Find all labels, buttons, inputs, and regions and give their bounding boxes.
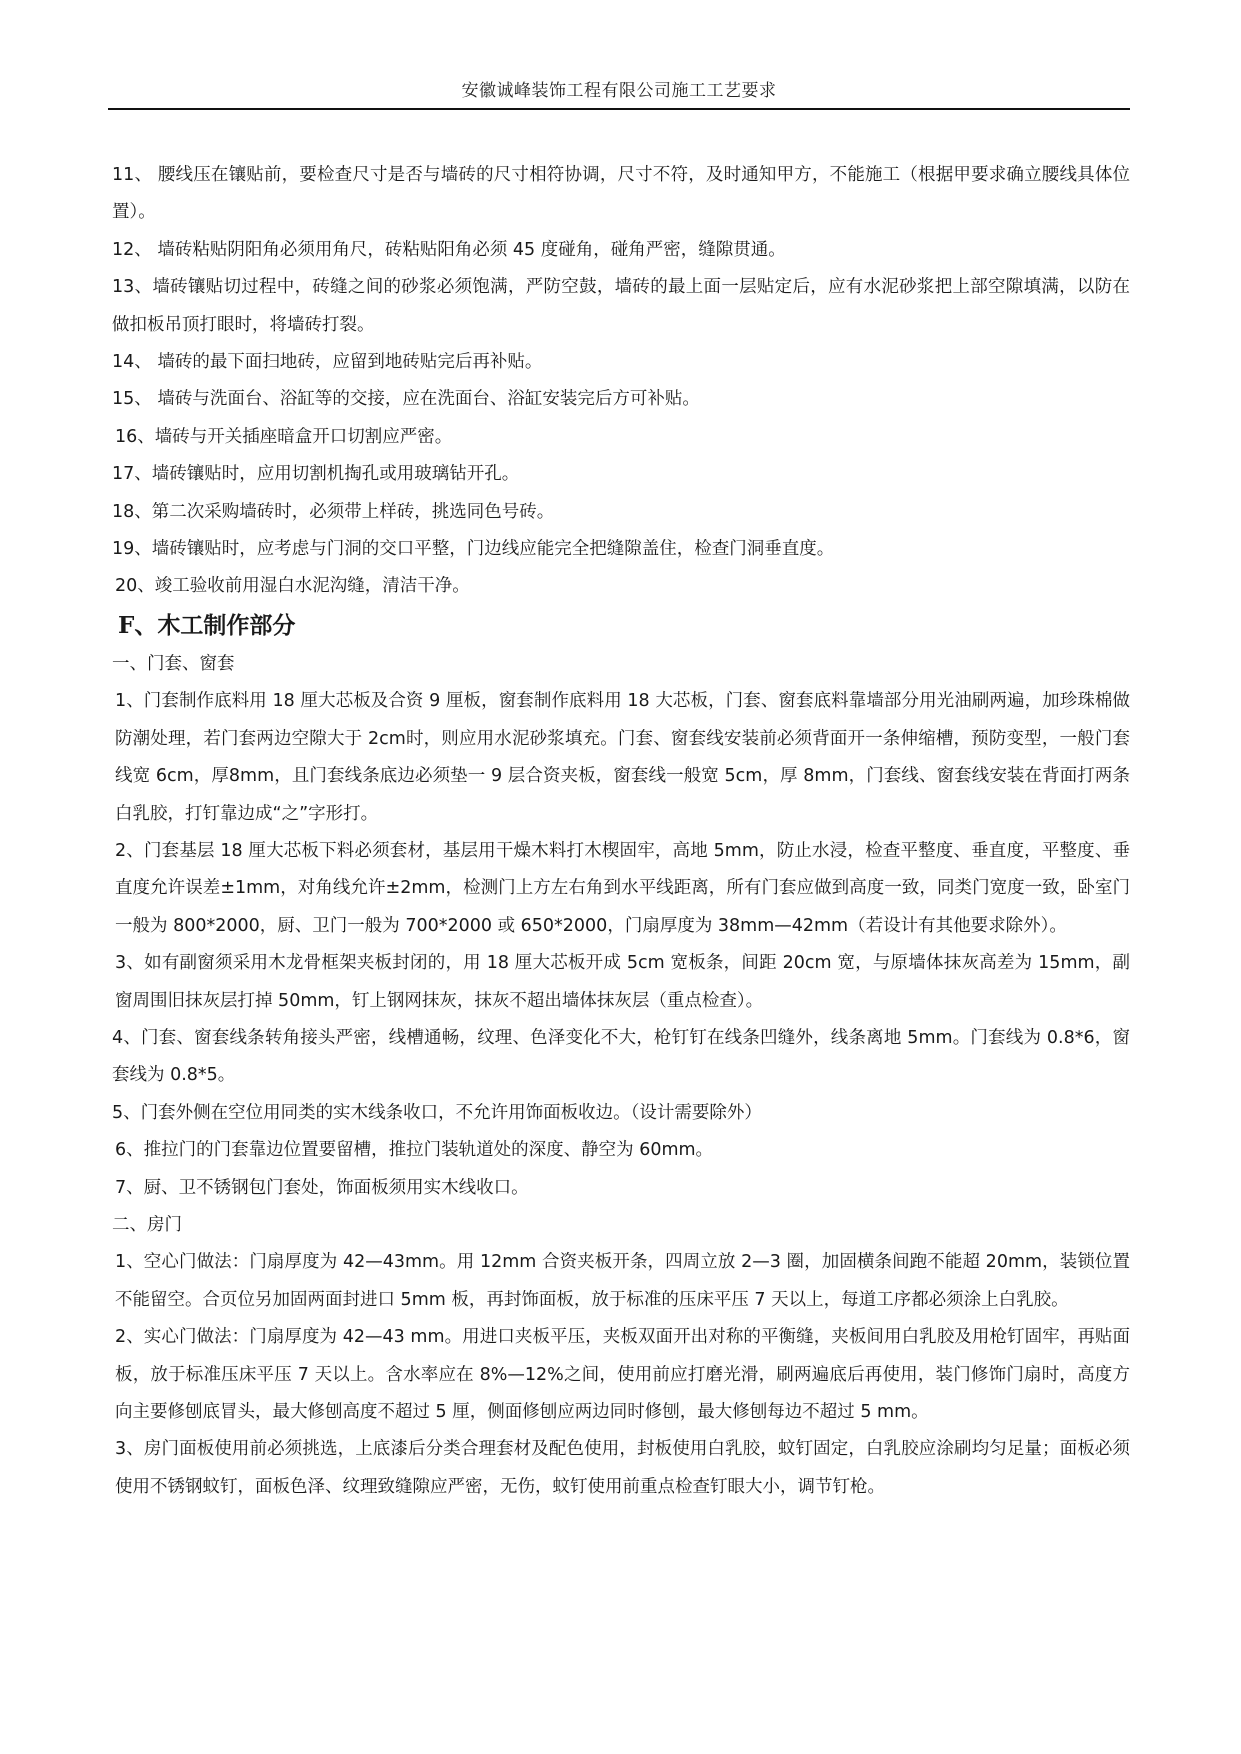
door-item-2: 2、实心门做法：门扇厚度为 42—43 mm。用进口夹板平压，夹板双面开出对称的平衡缝，夹板间用白乳胶及用枪钉固牢，再贴面板，放于标准压床平压 7 天以上。含水率应在 8%—12%之间，使用前应打磨光滑，刷两遍底后再使用，装门修饰门扇时，高度方向主要修刨底冒头，最大修刨高度不超过 5 厘，侧面修刨应两边同时修刨，最大修刨每边不超过 5 mm。 <box>115 1327 1130 1422</box>
section-f-title: F、木工制作部分 <box>118 611 296 639</box>
tile-item-18: 18、第二次采购墙砖时，必须带上样砖，挑选同色号砖。 <box>112 501 555 522</box>
tile-item-14: 14、 墙砖的最下面扫地砖，应留到地砖贴完后再补贴。 <box>112 352 543 373</box>
tile-item-16: 16、墙砖与开关插座暗盒开口切割应严密。 <box>115 426 453 447</box>
document-body <box>112 157 1130 1506</box>
tile-item-15: 15、 墙砖与洗面台、浴缸等的交接，应在洗面台、浴缸安装完后方可补贴。 <box>112 389 700 410</box>
header-divider <box>108 108 1130 110</box>
tile-item-13: 13、墙砖镶贴切过程中，砖缝之间的砂浆必须饱满，严防空鼓，墙砖的最上面一层贴定后，应有水泥砂浆把上部空隙填满，以防在做扣板吊顶打眼时，将墙砖打裂。 <box>112 277 1130 335</box>
door-frame-item-6: 6、推拉门的门套靠边位置要留槽，推拉门装轨道处的深度、静空为 60mm。 <box>115 1140 714 1161</box>
part2-title: 二、房门 <box>112 1214 182 1235</box>
tile-item-12: 12、 墙砖粘贴阴阳角必须用角尺，砖粘贴阳角必须 45 度碰角，碰角严密，缝隙贯通。 <box>112 239 786 260</box>
tile-item-11: 11、 腰线压在镶贴前，要检查尺寸是否与墙砖的尺寸相符协调，尺寸不符，及时通知甲方，不能施工（根据甲要求确立腰线具体位置）。 <box>112 165 1130 223</box>
door-frame-item-4: 4、门套、窗套线条转角接头严密，线槽通畅，纹理、色泽变化不大，枪钉钉在线条凹缝外，线条离地 5mm。门套线为 0.8*6，窗套线为 0.8*5。 <box>112 1027 1130 1086</box>
door-frame-item-1: 1、门套制作底料用 18 厘大芯板及合资 9 厘板，窗套制作底料用 18 大芯板，门套、窗套底料靠墙部分用光油刷两遍，加珍珠棉做防潮处理，若门套两边空隙大于 2cm时，则应用水泥砂浆填充。门套、窗套线安装前必须背面开一条伸缩槽，预防变型，一般门套线宽 6cm，厚8mm，且门套线条底边必须垫一 9 层合资夹板，窗套线一般宽 5cm，厚 8mm，门套线、窗套线安装在背面打两条白乳胶，打钉靠边成“之”字形打。 <box>115 691 1130 824</box>
part1-title: 一、门套、窗套 <box>112 653 235 674</box>
door-item-1: 1、空心门做法：门扇厚度为 42—43mm。用 12mm 合资夹板开条，四周立放 2—3 圈，加固横条间跑不能超 20mm，装锁位置不能留空。合页位另加固两面封进口 5mm 板，再封饰面板，放于标准的压床平压 7 天以上，每道工序都必须涂上白乳胶。 <box>115 1252 1130 1310</box>
page-header: 安徽诚峰装饰工程有限公司施工工艺要求 <box>461 81 777 101</box>
door-frame-item-3: 3、如有副窗须采用木龙骨框架夹板封闭的，用 18 厘大芯板开成 5cm 宽板条，间距 20cm 宽，与原墙体抹灰高差为 15mm，副窗周围旧抹灰层打掉 50mm，钉上钢网抹灰，抹灰不超出墙体抹灰层（重点检查）。 <box>115 953 1130 1011</box>
door-frame-item-7: 7、厨、卫不锈钢包门套处，饰面板须用实木线收口。 <box>115 1177 529 1198</box>
tile-item-19: 19、墙砖镶贴时，应考虑与门洞的交口平整，门边线应能完全把缝隙盖住，检查门洞垂直度。 <box>112 539 835 560</box>
tile-item-17: 17、墙砖镶贴时，应用切割机掏孔或用玻璃钻开孔。 <box>112 464 520 485</box>
tile-item-20: 20、竣工验收前用湿白水泥沟缝，清洁干净。 <box>115 576 470 597</box>
door-frame-item-5: 5、门套外侧在空位用同类的实木线条收口，不允许用饰面板收边。（设计需要除外） <box>112 1102 762 1123</box>
door-item-3: 3、房门面板使用前必须挑选，上底漆后分类合理套材及配色使用，封板使用白乳胶，蚊钉固定，白乳胶应涂刷均匀足量；面板必须使用不锈钢蚊钉，面板色泽、纹理致缝隙应严密，无伤，蚊钉使用前重点检查钉眼大小，调节钉枪。 <box>115 1439 1130 1497</box>
door-frame-item-2: 2、门套基层 18 厘大芯板下料必须套材，基层用干燥木料打木楔固牢，高地 5mm，防止水浸，检查平整度、垂直度，平整度、垂直度允许误差±1mm，对角线允许±2mm，检测门上方左右角到水平线距离，所有门套应做到高度一致，同类门宽度一致，卧室门一般为 800*2000，厨、卫门一般为 700*2000 或 650*2000，门扇厚度为 38mm—42mm（若设计有其他要求除外）。 <box>115 840 1130 936</box>
